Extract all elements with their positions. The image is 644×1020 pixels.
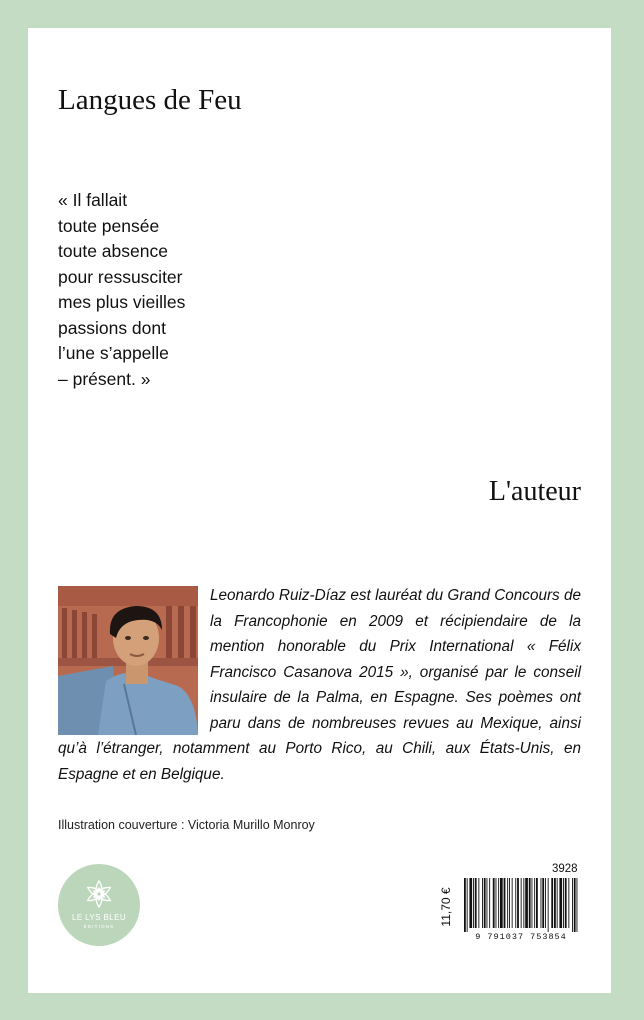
quote-line: – présent. » — [58, 368, 151, 389]
barcode-bar — [467, 878, 468, 932]
quote-line: toute pensée — [58, 215, 160, 236]
barcode-bar — [498, 878, 499, 928]
barcode-bar — [487, 878, 488, 928]
barcode-bar — [509, 878, 510, 928]
barcode-bar — [512, 878, 513, 928]
barcode-bar — [568, 878, 569, 928]
barcode-bar — [489, 878, 490, 928]
author-bio-text: Leonardo Ruiz-Díaz est lauréat du Grand Concours de la Francophonie en 2009 et récipiendaire de la mention honorable du Prix International « Félix Francisco Casanova 2015 », organisé par le conseil insulaire de la Palma, en Espagne. Ses poèmes ont paru dans de nombreuses revues au Mexique, ainsi qu’à l’étranger, notamment au Porto Rico, au Chili, aux États-Unis, en Espagne et en Belgique. — [58, 587, 581, 783]
publisher-name: LE LYS BLEU — [71, 913, 127, 922]
barcode-bar — [548, 878, 549, 932]
barcode-bar — [532, 878, 533, 928]
barcode-bar — [478, 878, 479, 928]
barcode-bar — [523, 878, 524, 928]
barcode-bar — [517, 878, 519, 928]
quote-line: pour ressusciter — [58, 266, 183, 287]
barcode-bar — [496, 878, 497, 928]
barcode-bar — [574, 878, 576, 932]
barcode-bar — [469, 878, 472, 928]
barcode-bar — [563, 878, 564, 928]
barcode-bar — [464, 878, 466, 932]
barcode-bar — [565, 878, 567, 928]
barcode-bar — [525, 878, 528, 928]
book-code: 3928 — [552, 863, 578, 875]
isbn-barcode — [460, 878, 582, 940]
barcode-bar — [557, 878, 558, 928]
publisher-logo — [58, 864, 140, 946]
price-text: 11,70 € — [439, 887, 453, 927]
lily-flower-icon — [58, 864, 140, 946]
author-photo-illustration — [58, 586, 198, 735]
barcode-bar — [536, 878, 538, 928]
quote-line: passions dont — [58, 317, 166, 338]
barcode-bar — [534, 878, 535, 928]
book-title: Langues de Feu — [58, 84, 242, 116]
barcode-bar — [475, 878, 477, 928]
barcode-bar — [482, 878, 483, 928]
barcode-bar — [572, 878, 573, 932]
quote-line: « Il fallait — [58, 190, 128, 210]
price-label — [438, 878, 454, 936]
barcode-bar — [541, 878, 542, 928]
barcode-bar — [507, 878, 508, 928]
author-heading: L'auteur — [488, 476, 581, 507]
barcode-bar — [559, 878, 562, 928]
quote-poem — [58, 188, 185, 392]
barcode-bar — [551, 878, 553, 928]
barcode-bar — [521, 878, 522, 928]
author-bio-block — [58, 583, 581, 787]
publisher-subtitle: ÉDITIONS — [83, 924, 115, 929]
barcode-bar — [493, 878, 495, 928]
barcode-bar — [473, 878, 474, 928]
barcode-bar — [484, 878, 486, 928]
isbn-digits: 9 791037 753854 — [475, 932, 567, 940]
illustration-credit: Illustration couverture : Victoria Murillo Monroy — [58, 818, 315, 832]
barcode-bar — [545, 878, 546, 928]
barcode-bar — [554, 878, 556, 928]
quote-line: mes plus vieilles — [58, 292, 186, 312]
barcode-bar — [500, 878, 503, 928]
barcode-bar — [577, 878, 578, 932]
author-photo — [58, 586, 198, 735]
back-cover-page — [28, 28, 611, 993]
quote-line: l’une s’appelle — [58, 343, 169, 363]
barcode-bar — [542, 878, 544, 928]
barcode-bar — [515, 878, 516, 928]
quote-line: toute absence — [58, 241, 168, 261]
barcode-bar — [529, 878, 531, 928]
barcode-bar — [504, 878, 506, 928]
